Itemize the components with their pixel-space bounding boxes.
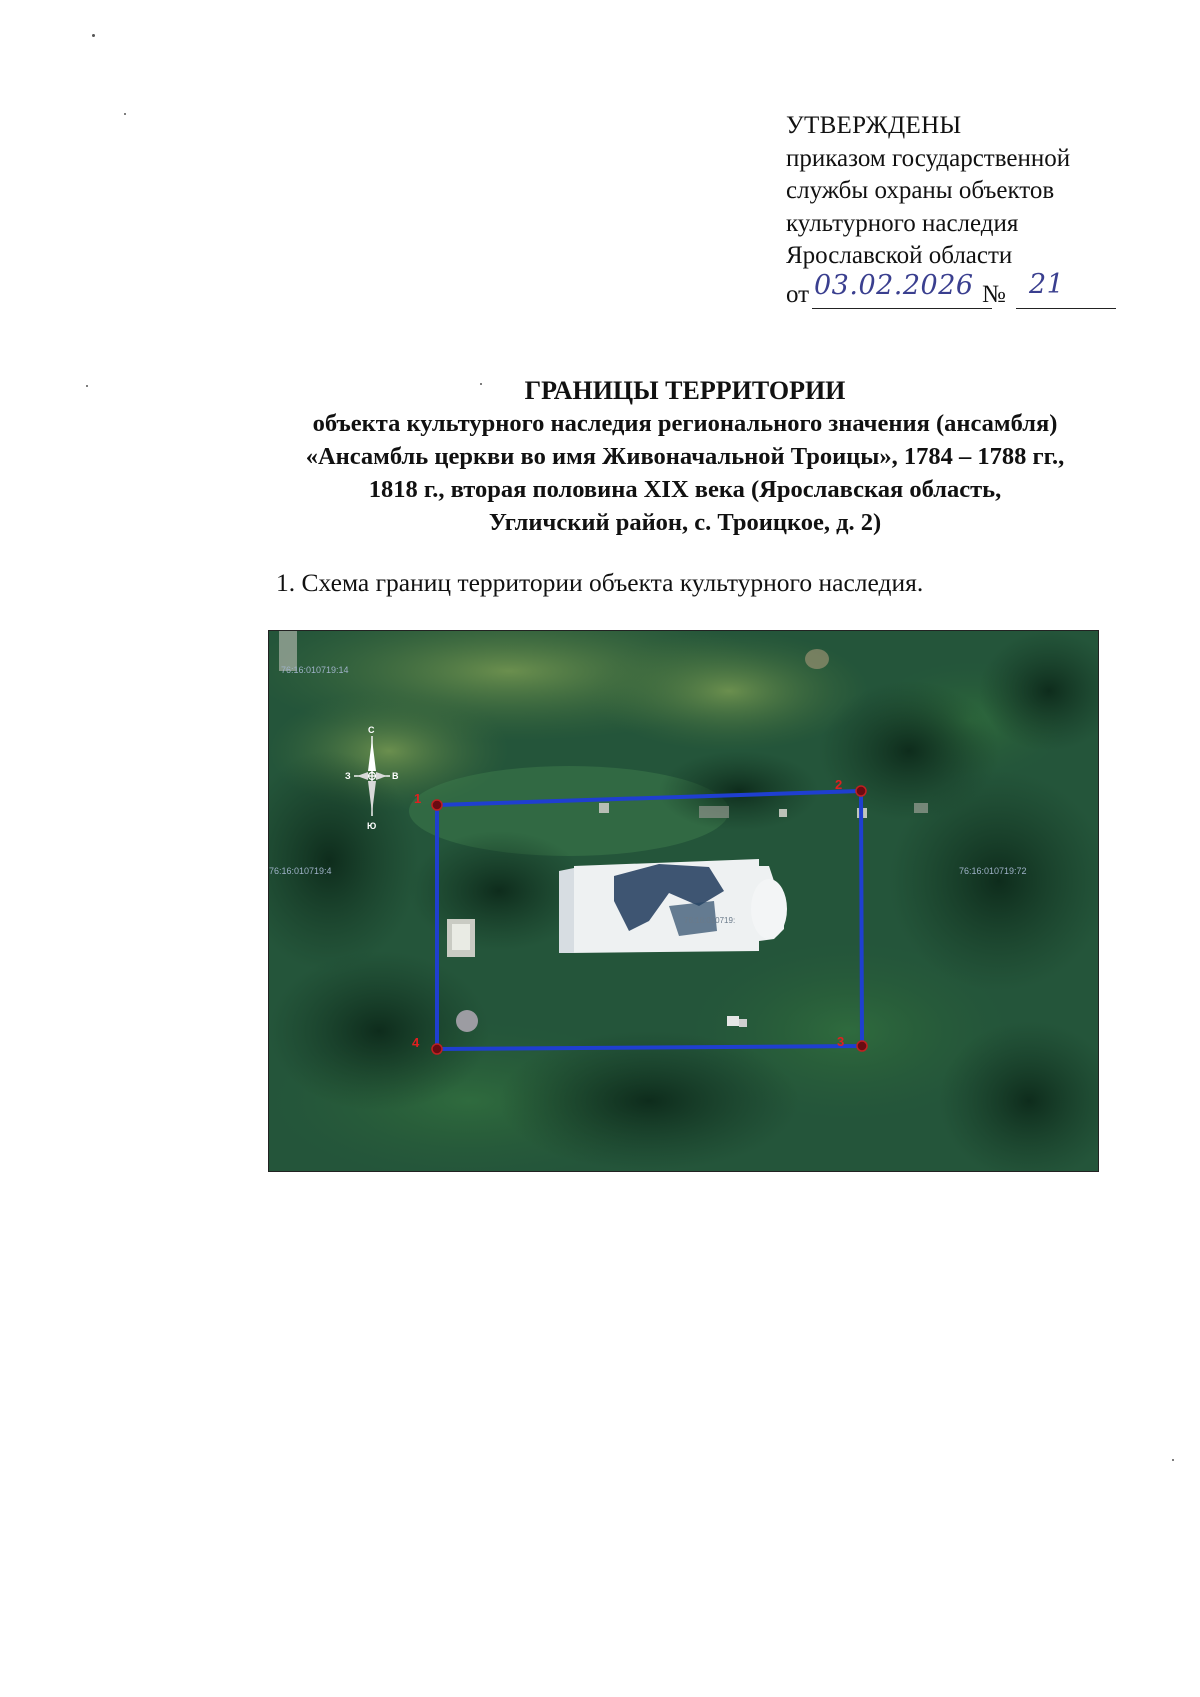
boundary-point-marker [857,1041,867,1051]
date-prefix: от [786,280,810,308]
compass-south-label: Ю [367,821,377,831]
boundary-scheme-map [268,630,1099,1172]
approval-date-number-row [786,268,1116,317]
date-underline [812,308,992,309]
boundary-point-label: 3 [837,1034,845,1049]
scan-speck [1172,1459,1174,1461]
boundary-point-marker [432,1044,442,1054]
approval-line: культурного наследия [786,209,1019,237]
compass-west-label: З [345,771,351,781]
approval-heading: УТВЕРЖДЕНЫ [786,112,962,139]
compass-north-label: С [368,725,375,735]
boundary-point-marker [856,786,866,796]
satellite-map [269,631,1098,1171]
handwritten-number: 21 [1029,268,1065,300]
document-title [200,374,1170,539]
boundary-point-label: 2 [835,777,843,792]
approval-line: Ярославской области [786,242,1013,269]
section-caption: 1. Схема границ территории объекта культурного наследия. [276,568,924,597]
map-parcel-label: 76:16:010719:4 [269,866,332,876]
title-main: ГРАНИЦЫ ТЕРРИТОРИИ [524,376,846,405]
title-line: 1818 г., вторая половина XIX века (Ярославская область, [368,476,1002,503]
approval-line: приказом государственной [786,144,1071,172]
approval-block [786,110,1116,317]
title-line: объекта культурного наследия регионального значения (ансамбля) [312,410,1058,437]
compass-east-label: В [392,771,399,781]
map-parcel-label: 76:16:010719: [684,916,736,925]
title-line: «Ансамбль церкви во имя Живоначальной Троицы», 1784 – 1788 гг., [305,443,1065,470]
handwritten-date: 03.02.2026 [814,269,974,301]
church-building [559,859,787,953]
scan-speck [92,34,95,37]
scan-speck [86,385,88,387]
map-parcel-label: 76:16:010719:72 [959,866,1027,876]
boundary-point-marker [432,800,442,810]
title-line: Угличский район, с. Троицкое, д. 2) [488,509,882,536]
boundary-point-label: 1 [414,791,422,806]
boundary-point-label: 4 [412,1035,420,1050]
number-label: № [982,280,1006,308]
scan-speck [124,113,126,115]
number-underline [1016,308,1116,309]
map-parcel-label: 76:16:010719:14 [281,665,349,675]
approval-line: службы охраны объектов [786,177,1055,204]
